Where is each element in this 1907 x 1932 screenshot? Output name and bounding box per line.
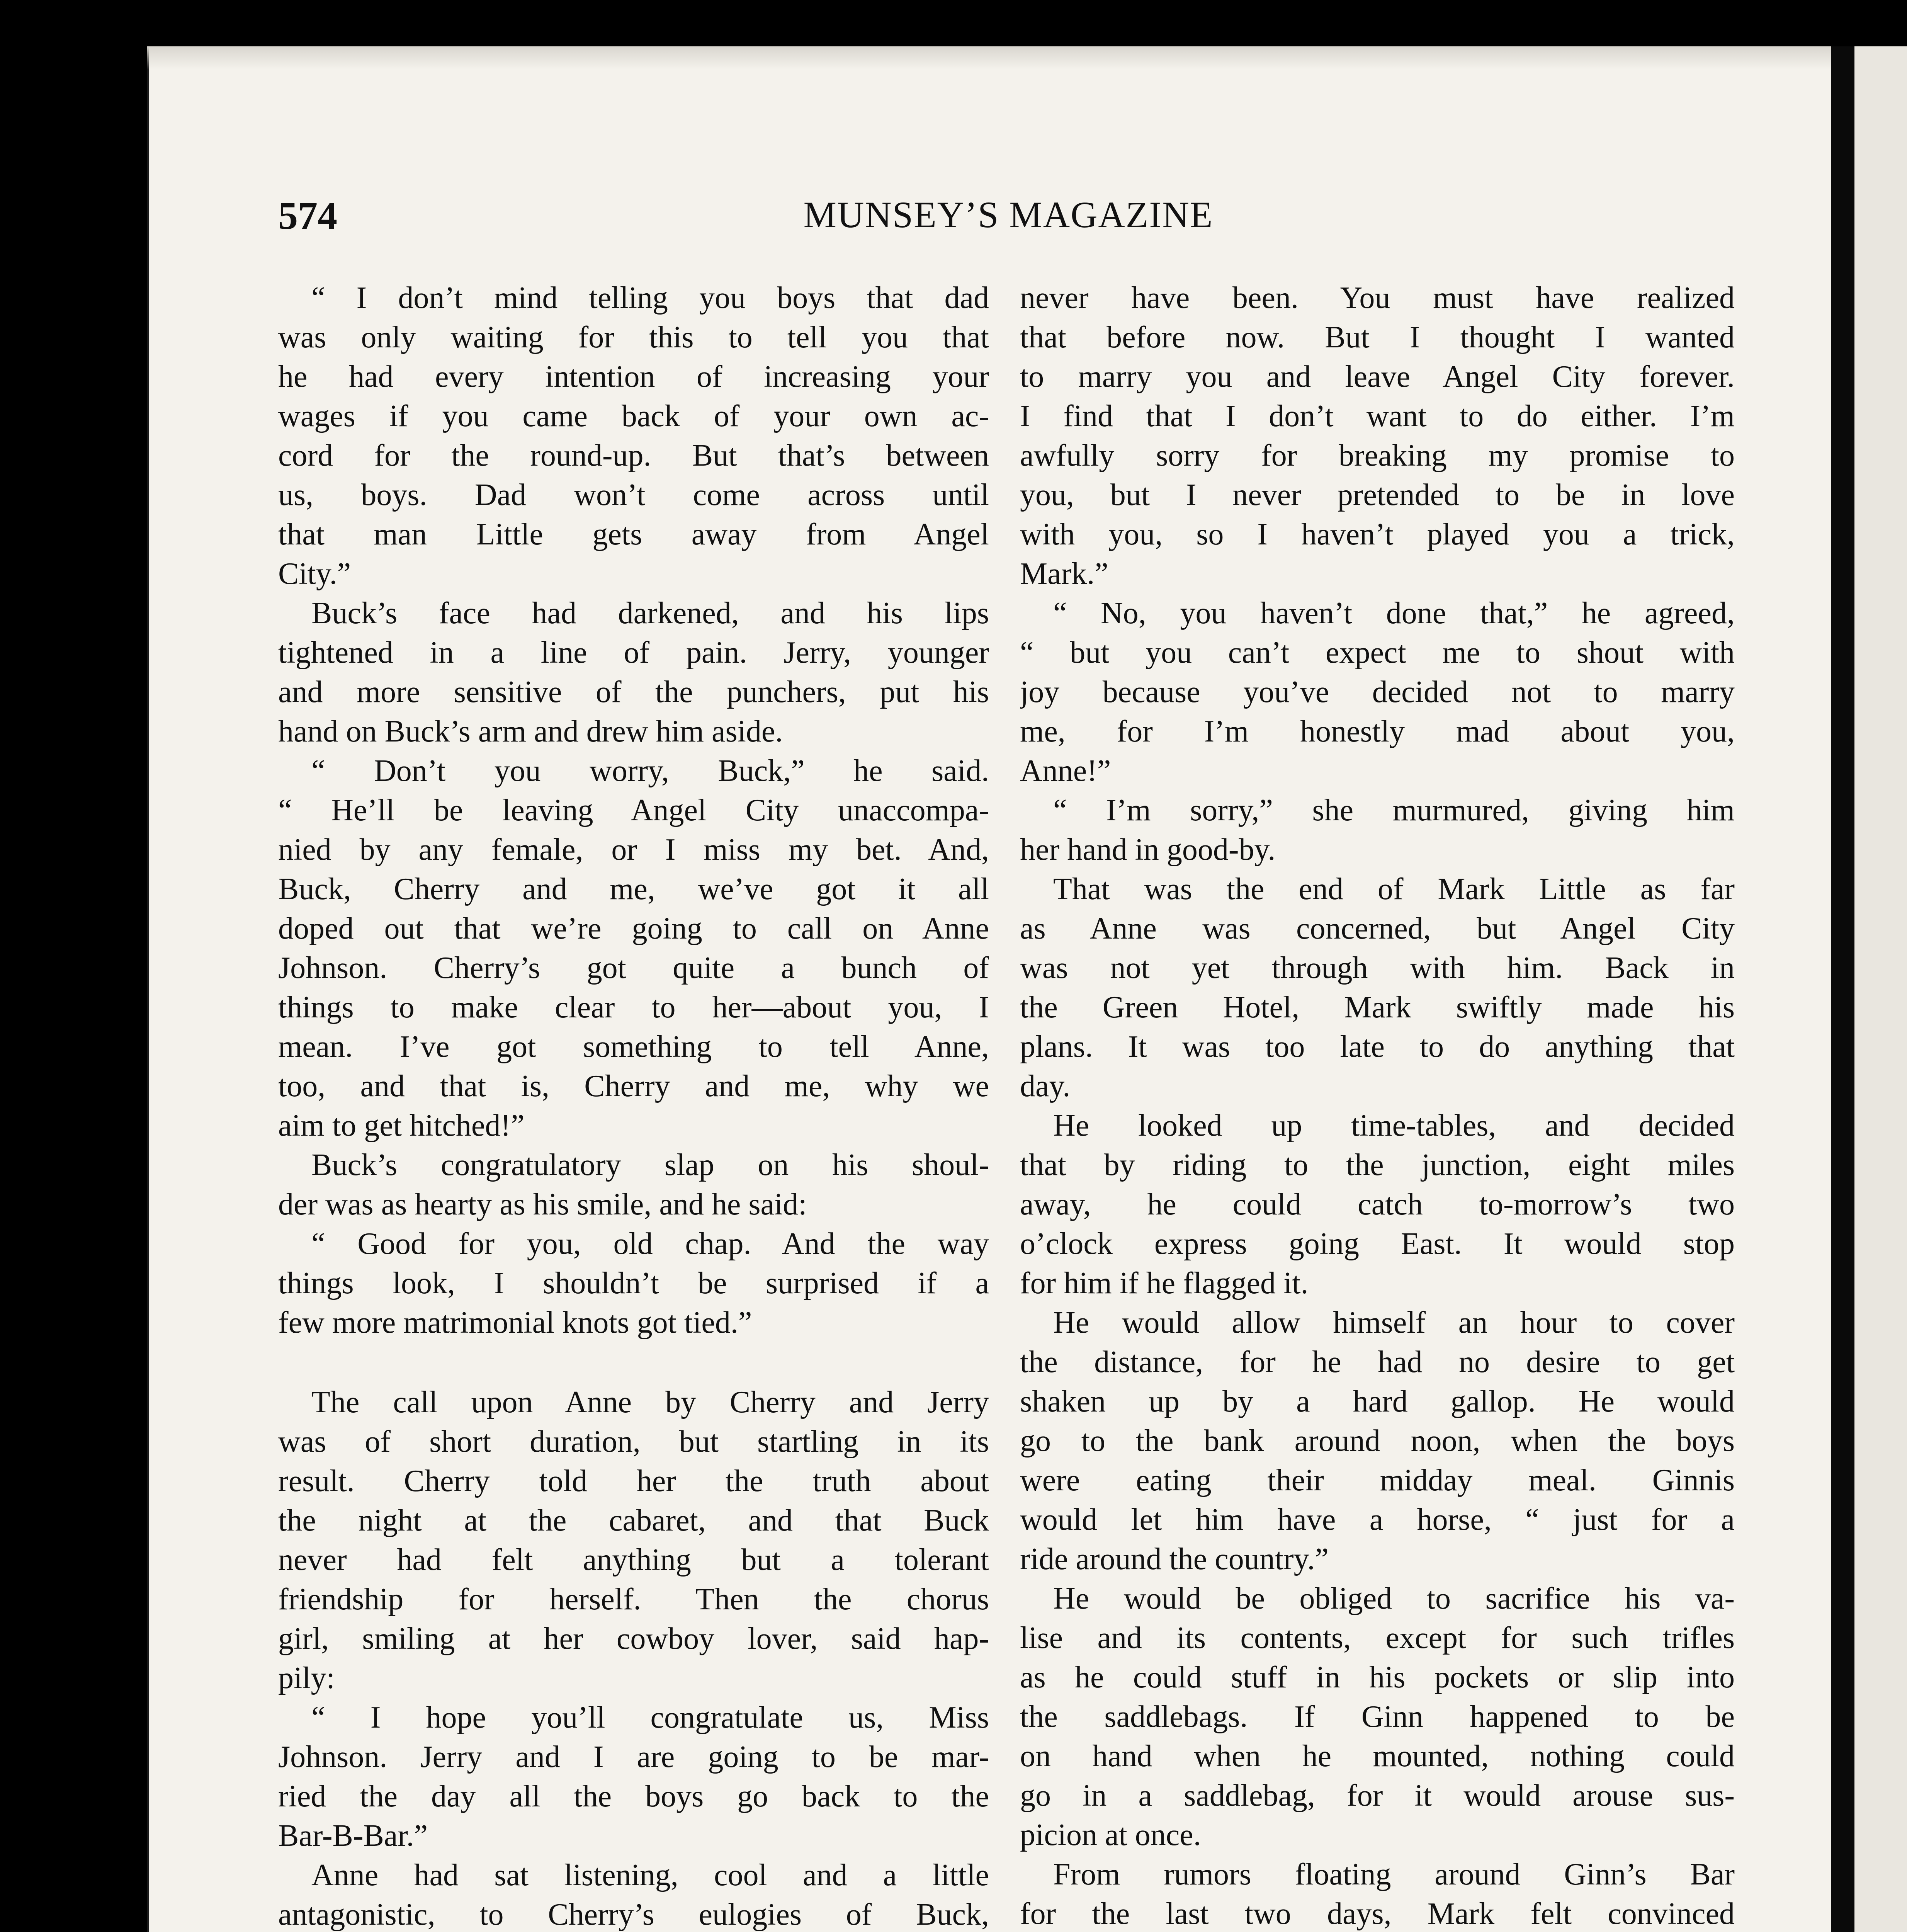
text-line: friendship for herself. Then the chorus bbox=[278, 1582, 989, 1616]
text-line: girl, smiling at her cowboy lover, said hap- bbox=[278, 1622, 989, 1656]
text-line: and more sensitive of the punchers, put his bbox=[278, 675, 989, 709]
text-line: that before now. But I thought I wanted bbox=[1020, 320, 1735, 354]
page-header bbox=[278, 193, 1739, 243]
text-line: antagonistic, to Cherry’s eulogies of Buck, bbox=[278, 1898, 989, 1932]
text-line: Johnson. Cherry’s got quite a bunch of bbox=[278, 951, 989, 985]
text-line: picion at once. bbox=[1020, 1818, 1201, 1852]
text-line: things look, I shouldn’t be surprised if a bbox=[278, 1266, 989, 1300]
text-line: aim to get hitched!” bbox=[278, 1109, 525, 1143]
text-line: der was as hearty as his smile, and he said: bbox=[278, 1187, 807, 1221]
text-line: Buck’s face had darkened, and his lips bbox=[311, 596, 989, 630]
text-line bbox=[278, 1342, 989, 1383]
text-line: Anne!” bbox=[1020, 754, 1111, 788]
text-line: Anne had sat listening, cool and a little bbox=[311, 1858, 989, 1892]
text-line: were eating their midday meal. Ginnis bbox=[1020, 1463, 1735, 1497]
text-line: too, and that is, Cherry and me, why we bbox=[278, 1069, 989, 1103]
text-line: hand on Buck’s arm and drew him aside. bbox=[278, 714, 783, 748]
text-line: never had felt anything but a tolerant bbox=[278, 1543, 989, 1577]
text-line: ride around the country.” bbox=[1020, 1542, 1329, 1576]
text-line: awfully sorry for breaking my promise to bbox=[1020, 439, 1735, 473]
text-line: was of short duration, but startling in its bbox=[278, 1425, 989, 1459]
text-line: “ He’ll be leaving Angel City unaccompa- bbox=[278, 793, 989, 827]
text-line: He looked up time-tables, and decided bbox=[1053, 1109, 1735, 1143]
text-line: day. bbox=[1020, 1069, 1071, 1103]
text-line: City.” bbox=[278, 557, 351, 591]
text-line: plans. It was too late to do anything that bbox=[1020, 1030, 1735, 1064]
scan-shadow bbox=[147, 46, 1831, 70]
text-line: me, for I’m honestly mad about you, bbox=[1020, 714, 1735, 748]
text-line: He would be obliged to sacrifice his va- bbox=[1053, 1582, 1735, 1616]
text-line: joy because you’ve decided not to marry bbox=[1020, 675, 1735, 709]
text-line: I find that I don’t want to do either. I’m bbox=[1020, 399, 1735, 433]
text-line: with you, so I haven’t played you a trick, bbox=[1020, 517, 1735, 551]
text-line: That was the end of Mark Little as far bbox=[1053, 872, 1735, 906]
text-line: for the last two days, Mark felt convinced bbox=[1020, 1897, 1735, 1931]
text-line: Bar-B-Bar.” bbox=[278, 1819, 428, 1853]
text-line: never have been. You must have realized bbox=[1020, 281, 1735, 315]
text-line: go to the bank around noon, when the boys bbox=[1020, 1424, 1735, 1458]
text-line: “ I hope you’ll congratulate us, Miss bbox=[311, 1701, 989, 1735]
running-title: MUNSEY’S MAGAZINE bbox=[803, 194, 1214, 235]
text-line: go in a saddlebag, for it would arouse sus- bbox=[1020, 1779, 1735, 1813]
text-line: on hand when he mounted, nothing could bbox=[1020, 1739, 1735, 1773]
text-line: ried the day all the boys go back to the bbox=[278, 1779, 989, 1813]
page-number: 574 bbox=[278, 194, 337, 238]
text-line: cord for the round-up. But that’s between bbox=[278, 439, 989, 473]
text-line: “ but you can’t expect me to shout with bbox=[1020, 636, 1735, 670]
text-line: few more matrimonial knots got tied.” bbox=[278, 1306, 752, 1340]
text-line: “ Good for you, old chap. And the way bbox=[311, 1227, 989, 1261]
text-line: was not yet through with him. Back in bbox=[1020, 951, 1735, 985]
text-line: as he could stuff in his pockets or slip into bbox=[1020, 1660, 1735, 1694]
text-line: the distance, for he had no desire to get bbox=[1020, 1345, 1735, 1379]
text-line: From rumors floating around Ginn’s Bar bbox=[1053, 1857, 1735, 1891]
text-line: “ No, you haven’t done that,” he agreed, bbox=[1053, 596, 1735, 630]
text-line: wages if you came back of your own ac- bbox=[278, 399, 989, 433]
text-line: he had every intention of increasing your bbox=[278, 360, 989, 394]
text-column-right bbox=[1020, 278, 1735, 1932]
text-line: lise and its contents, except for such trifles bbox=[1020, 1621, 1735, 1655]
text-line: that man Little gets away from Angel bbox=[278, 517, 989, 551]
text-line: for him if he flagged it. bbox=[1020, 1266, 1309, 1300]
text-line: as Anne was concerned, but Angel City bbox=[1020, 912, 1735, 946]
text-line: Mark.” bbox=[1020, 557, 1108, 591]
text-column-left bbox=[278, 278, 989, 1932]
text-line: that by riding to the junction, eight miles bbox=[1020, 1148, 1735, 1182]
text-line: would let him have a horse, “ just for a bbox=[1020, 1503, 1735, 1537]
text-line: Buck’s congratulatory slap on his shoul- bbox=[311, 1148, 989, 1182]
text-line: was only waiting for this to tell you that bbox=[278, 320, 989, 354]
text-line: He would allow himself an hour to cover bbox=[1053, 1306, 1735, 1340]
text-line: “ I’m sorry,” she murmured, giving him bbox=[1053, 793, 1735, 827]
text-line: “ I don’t mind telling you boys that dad bbox=[311, 281, 989, 315]
text-line: Buck, Cherry and me, we’ve got it all bbox=[278, 872, 989, 906]
text-line: things to make clear to her—about you, I bbox=[278, 990, 989, 1024]
text-line: Johnson. Jerry and I are going to be mar- bbox=[278, 1740, 989, 1774]
text-line: The call upon Anne by Cherry and Jerry bbox=[311, 1385, 989, 1419]
page-gutter-shadow bbox=[1831, 46, 1854, 1932]
text-line: her hand in good-by. bbox=[1020, 833, 1276, 867]
text-line: the Green Hotel, Mark swiftly made his bbox=[1020, 990, 1735, 1024]
text-line: you, but I never pretended to be in love bbox=[1020, 478, 1735, 512]
text-line: shaken up by a hard gallop. He would bbox=[1020, 1384, 1735, 1418]
text-line: the night at the cabaret, and that Buck bbox=[278, 1503, 989, 1537]
text-line: o’clock express going East. It would stop bbox=[1020, 1227, 1735, 1261]
text-line: nied by any female, or I miss my bet. And, bbox=[278, 833, 989, 867]
text-line: “ Don’t you worry, Buck,” he said. bbox=[311, 754, 989, 788]
text-line: tightened in a line of pain. Jerry, younger bbox=[278, 636, 989, 670]
text-line: result. Cherry told her the truth about bbox=[278, 1464, 989, 1498]
text-line: mean. I’ve got something to tell Anne, bbox=[278, 1030, 989, 1064]
text-line: away, he could catch to-morrow’s two bbox=[1020, 1187, 1735, 1221]
text-line: the saddlebags. If Ginn happened to be bbox=[1020, 1700, 1735, 1734]
text-line: to marry you and leave Angel City forever. bbox=[1020, 360, 1735, 394]
text-line: pily: bbox=[278, 1661, 335, 1695]
text-line: us, boys. Dad won’t come across until bbox=[278, 478, 989, 512]
text-line: doped out that we’re going to call on Anne bbox=[278, 912, 989, 946]
